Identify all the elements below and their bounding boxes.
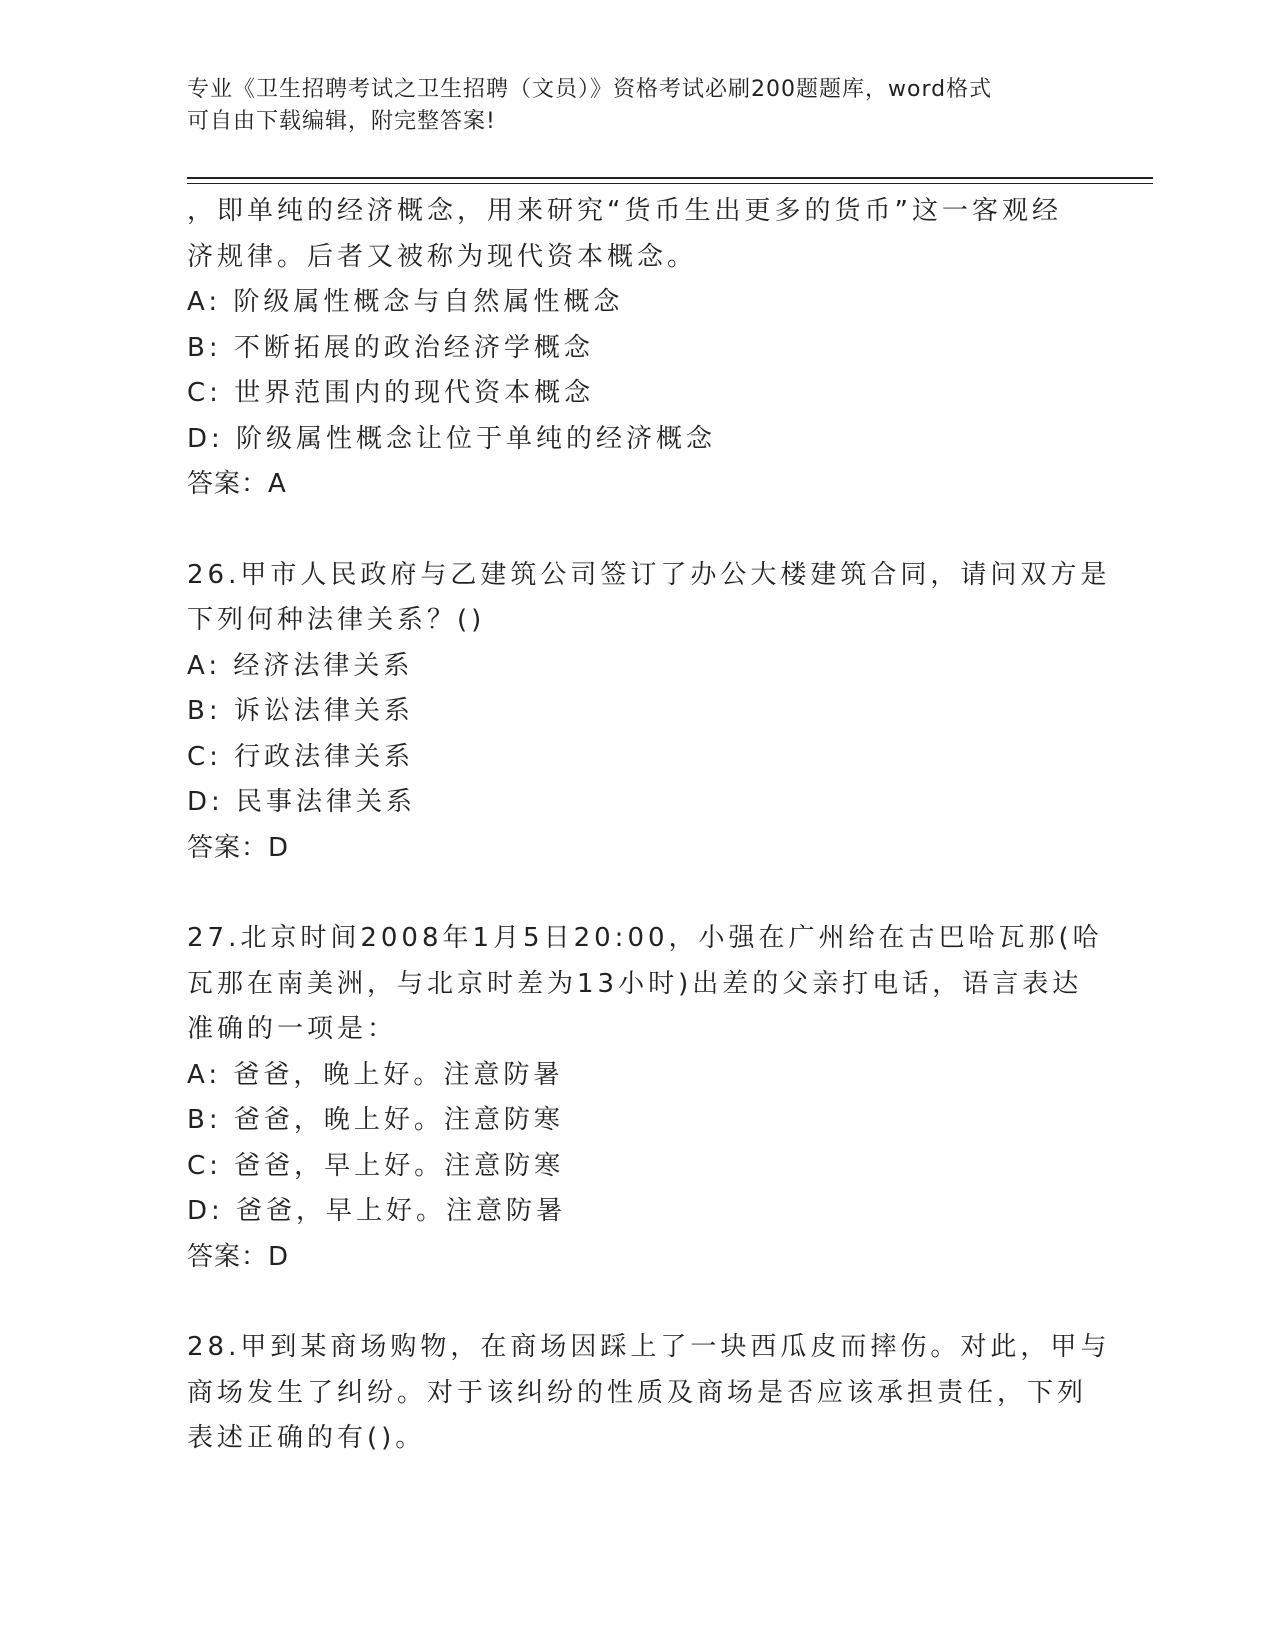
question-continuation <box>187 189 1087 508</box>
question-text-line: 26.甲市人民政府与乙建筑公司签订了办公大楼建筑合同，请问双方是 <box>187 559 1111 590</box>
question-28 <box>187 1325 1111 1462</box>
option-a: A: 爸爸，晚上好。注意防暑 <box>187 1059 564 1090</box>
option-c: C: 世界范围内的现代资本概念 <box>187 378 595 408</box>
question-text-line: 表述正确的有()。 <box>187 1423 426 1453</box>
question-27 <box>187 916 1103 1280</box>
question-26 <box>187 553 1111 872</box>
answer: 答案：D <box>187 832 290 863</box>
question-text-line: 27.北京时间2008年1月5日20:00，小强在广州给在古巴哈瓦那(哈 <box>187 923 1103 953</box>
option-a: A: 阶级属性概念与自然属性概念 <box>187 287 624 317</box>
question-text-line: 下列何种法律关系？() <box>187 605 486 635</box>
document-body <box>187 189 1111 1462</box>
header-divider-thin <box>187 183 1153 184</box>
option-a: A: 经济法律关系 <box>187 650 414 681</box>
question-text-line: 商场发生了纠纷。对于该纠纷的性质及商场是否应该承担责任，下列 <box>187 1377 1088 1408</box>
option-b: B: 诉讼法律关系 <box>187 696 414 726</box>
option-d: D: 民事法律关系 <box>187 787 417 817</box>
question-text-line: 28.甲到某商场购物，在商场因踩上了一块西瓜皮而摔伤。对此，甲与 <box>187 1332 1111 1362</box>
spacer <box>187 871 1087 916</box>
spacer <box>187 1280 1087 1325</box>
option-b: B: 爸爸，晚上好。注意防寒 <box>187 1105 564 1135</box>
spacer <box>187 508 1087 553</box>
header-divider-thick <box>187 177 1153 179</box>
question-text-line: 准确的一项是： <box>187 1014 398 1044</box>
header-line-2: 可自由下载编辑，附完整答案! <box>187 109 496 134</box>
option-c: C: 行政法律关系 <box>187 741 415 772</box>
question-text-line: 济规律。后者又被称为现代资本概念。 <box>187 241 698 272</box>
page-header <box>187 74 1067 138</box>
option-b: B: 不断拓展的政治经济学概念 <box>187 332 594 363</box>
option-d: D: 爸爸，早上好。注意防暑 <box>187 1196 567 1226</box>
option-c: C: 爸爸，早上好。注意防寒 <box>187 1150 565 1181</box>
question-text-line: ，即单纯的经济概念，用来研究“货币生出更多的货币”这一客观经 <box>187 196 1062 226</box>
option-d: D: 阶级属性概念让位于单纯的经济概念 <box>187 423 717 454</box>
header-line-1: 专业《卫生招聘考试之卫生招聘（文员）》资格考试必刷200题题库，word格式 <box>187 77 993 102</box>
answer: 答案：A <box>187 469 287 499</box>
answer: 答案：D <box>187 1241 290 1272</box>
question-text-line: 瓦那在南美洲，与北京时差为13小时)出差的父亲打电话，语言表达 <box>187 968 1083 999</box>
